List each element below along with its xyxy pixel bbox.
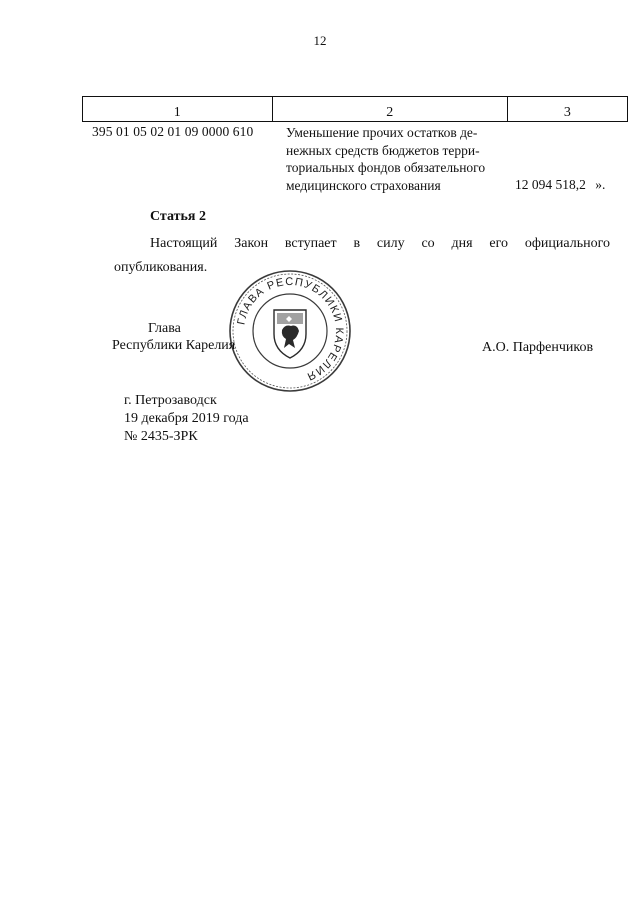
signature-title: Глава xyxy=(148,321,181,336)
signatory-name: А.О. Парфенчиков xyxy=(482,340,594,355)
description-line: нежных средств бюджетов терри- xyxy=(286,142,480,158)
article-text-line2: опубликования. xyxy=(114,260,208,275)
svg-text:ГЛАВА РЕСПУБЛИКИ КАРЕЛИЯ: ГЛАВА РЕСПУБЛИКИ КАРЕЛИЯ xyxy=(235,275,346,383)
description-line: медицинского страхования xyxy=(286,177,441,193)
table-header-col-2: 2 xyxy=(272,97,507,122)
row-description xyxy=(286,124,526,194)
law-number: № 2435-ЗРК xyxy=(124,429,198,444)
article-title: Статья 2 xyxy=(150,209,206,224)
official-seal-icon xyxy=(227,268,353,394)
page-number: 12 xyxy=(313,33,327,48)
document-footer xyxy=(124,392,249,446)
description-line: ториальных фондов обязательного xyxy=(286,160,486,175)
budget-code: 395 01 05 02 01 09 0000 610 xyxy=(92,124,254,139)
row-amount xyxy=(515,177,605,193)
article-text-line1: Настоящий Закон вступает в силу со дня его официального xyxy=(150,236,610,251)
table-header xyxy=(82,96,628,122)
table-header-col-1: 1 xyxy=(83,97,273,122)
closing-quote: ». xyxy=(595,177,606,192)
city: г. Петрозаводск xyxy=(124,393,217,408)
table-header-col-3: 3 xyxy=(507,97,627,122)
signature-org: Республики Карелия xyxy=(112,338,236,353)
amount-value: 12 094 518,2 xyxy=(515,177,586,192)
description-line: Уменьшение прочих остатков де- xyxy=(286,125,478,140)
date: 19 декабря 2019 года xyxy=(124,411,249,426)
